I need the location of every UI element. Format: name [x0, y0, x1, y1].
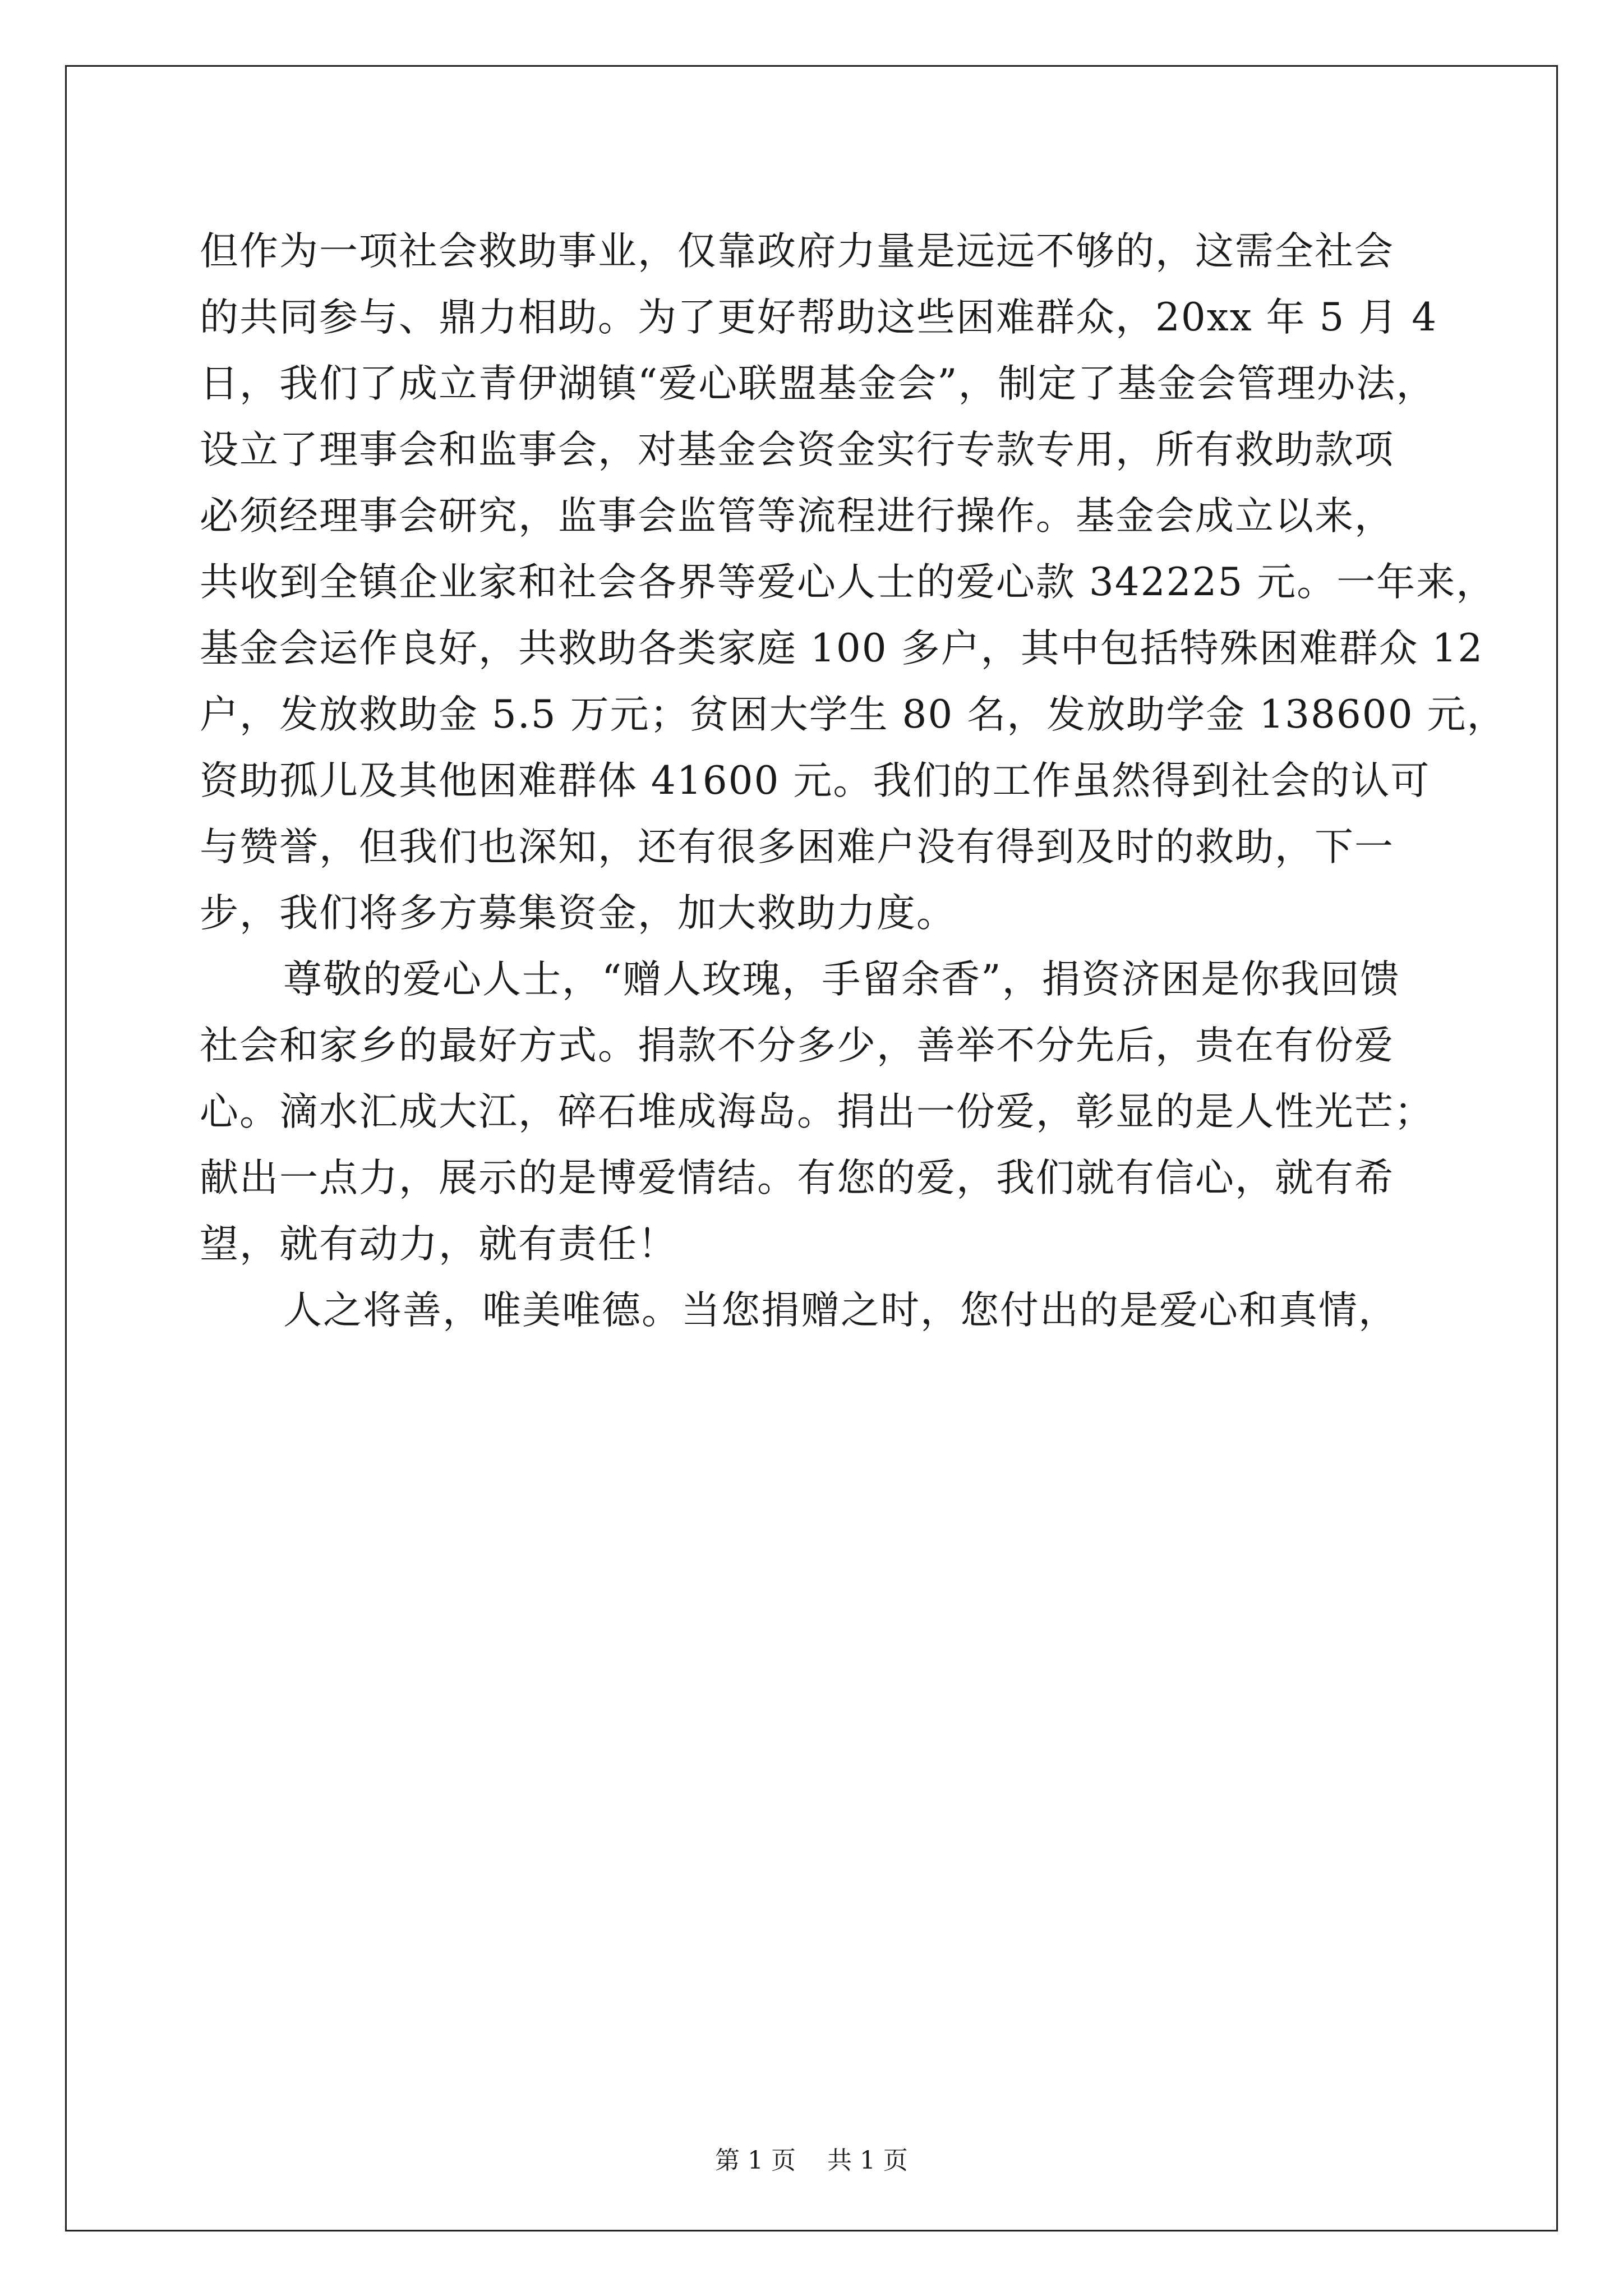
- body-text-line: 必须经理事会研究，监事会监管等流程进行操作。基金会成立以来，: [200, 494, 1394, 539]
- page-number-footer: 第 1 页 共 1 页: [715, 2146, 908, 2175]
- body-text-line: 与赞誉，但我们也深知，还有很多困难户没有得到及时的救助，下一: [200, 825, 1394, 869]
- body-text-line: 户，发放救助金 5.5 万元；贫困大学生 80 名，发放助学金 138600 元，: [200, 692, 1507, 737]
- body-text-line: 共收到全镇企业家和社会各界等爱心人士的爱心款 342225 元。一年来，: [200, 560, 1496, 605]
- body-text-line: 望，就有动力，就有责任！: [200, 1222, 677, 1267]
- body-text-line: 设立了理事会和监事会，对基金会资金实行专款专用，所有救助款项: [200, 427, 1394, 472]
- body-text-line: 献出一点力，展示的是博爱情结。有您的爱，我们就有信心，就有希: [200, 1156, 1394, 1200]
- body-text-line: 人之将善，唯美唯德。当您捐赠之时，您付出的是爱心和真情，: [283, 1288, 1398, 1333]
- body-text-line: 资助孤儿及其他困难群体 41600 元。我们的工作虽然得到社会的认可: [200, 758, 1431, 803]
- body-text-line: 日，我们了成立青伊湖镇“爱心联盟基金会”，制定了基金会管理办法，: [200, 361, 1436, 406]
- body-text-line: 步，我们将多方募集资金，加大救助力度。: [200, 891, 956, 936]
- body-text-line: 的共同参与、鼎力相助。为了更好帮助这些困难群众，20xx 年 5 月 4: [200, 295, 1438, 340]
- body-text-line: 尊敬的爱心人士，“赠人玫瑰，手留余香”，捐资济困是你我回馈: [283, 957, 1400, 1002]
- body-text-line: 心。滴水汇成大江，碎石堆成海岛。捐出一份爱，彰显的是人性光芒；: [200, 1089, 1434, 1134]
- body-text-line: 但作为一项社会救助事业，仅靠政府力量是远远不够的，这需全社会: [200, 229, 1394, 274]
- body-text-line: 基金会运作良好，共救助各类家庭 100 多户，其中包括特殊困难群众 12: [200, 626, 1484, 671]
- body-text-line: 社会和家乡的最好方式。捐款不分多少，善举不分先后，贵在有份爱: [200, 1023, 1394, 1068]
